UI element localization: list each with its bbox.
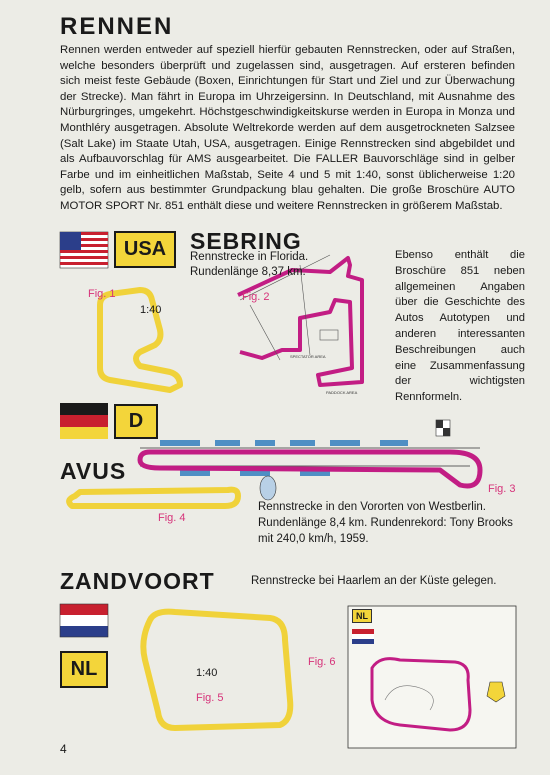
country-badge-d: D	[114, 404, 158, 439]
sebring-map-label-spectator: SPECTATOR AREA	[290, 354, 326, 359]
country-badge-nl: NL	[60, 651, 108, 688]
zandvoort-map-badge: NL	[352, 609, 372, 623]
zandvoort-scale: 1:40	[196, 667, 218, 679]
fig2-label: Fig. 2	[242, 291, 270, 303]
page-number: 4	[60, 742, 67, 756]
sebring-map-label-paddock: PADDOCK AREA	[326, 390, 358, 395]
avus-desc-line1: Rennstrecke in den Vororten von Westberlin.	[258, 501, 486, 513]
fig4-label: Fig. 4	[158, 512, 186, 524]
fig6-label: Fig. 6	[308, 656, 336, 668]
zandvoort-subtitle: Rennstrecke bei Haarlem an der Küste gelegen.	[251, 575, 497, 587]
avus-track-fig4	[69, 490, 238, 506]
sebring-scale: 1:40	[140, 304, 162, 316]
netherlands-flag	[60, 604, 108, 637]
track-title-zandvoort: ZANDVOORT	[60, 568, 215, 594]
intro-paragraph: Rennen werden entweder auf speziell hierfür gebauten Rennstrecken, oder auf Straßen, welche besonders überprüft und zugelassen sind, ausgetragen. Auf ersteren befinden sich meist feste Gebäude (Boxen, Einrichtungen für Start und Ziel und zur Überwachung der Strecke). Man fährt in Europa im Uhrzeigersinn. In Deutschland, mit Ausnahme des Nürburgringes, umgekehrt. Höchstgeschwindigkeitskurse werden in Europa in Monza und Monthléry ausgetragen. Absolute Weltrekorde werden auf dem ausgetrockneten Salzsee (Salt Lake) im Staate Utah, USA, ausgetragen. Einige Rennstrecken sind abgebildet und als Aufbauvorschlag für AMS ausgearbeitet. Die FALLER Bauvorschläge sind in gelber Farbe und im einheitlichen Maßstab, Seite 4 und 5 mit 1:40, sonst üblicherweise 1:20 gelb, sofern aus bestimmter Grundpackung blau gehalten. Die große Broschüre AUTO MOTOR SPORT Nr. 851 enthält diese und weitere Rennstrecken in größerem Maßstab.	[60, 44, 515, 212]
page-heading: RENNEN	[60, 13, 174, 40]
country-badge-usa: USA	[114, 231, 176, 268]
avus-desc-line3: mit 240,0 km/h, 1959.	[258, 533, 369, 545]
fig3-label: Fig. 3	[488, 483, 516, 495]
sebring-desc-line1: Rennstrecke in Florida.	[190, 251, 309, 263]
avus-desc-line2: Rundenlänge 8,4 km. Rundenrekord: Tony Brooks	[258, 517, 513, 529]
fig1-label: Fig. 1	[88, 288, 116, 300]
fig5-label: Fig. 5	[196, 692, 224, 704]
zandvoort-map-fig6	[348, 606, 516, 748]
track-title-sebring: SEBRING	[190, 228, 302, 254]
germany-flag	[60, 403, 108, 439]
usa-flag	[60, 232, 108, 268]
track-title-avus: AVUS	[60, 458, 127, 484]
side-note: Ebenso enthält die Broschüre 851 neben allgemeinen Angaben über die Geschichte des Autos Autotypen und anderen interessanten Beschreibungen auch eine Zusammenfassung der wichtigsten Rennformeln.	[395, 249, 525, 404]
sebring-desc-line2: Rundenlänge 8,37 km.	[190, 266, 306, 278]
